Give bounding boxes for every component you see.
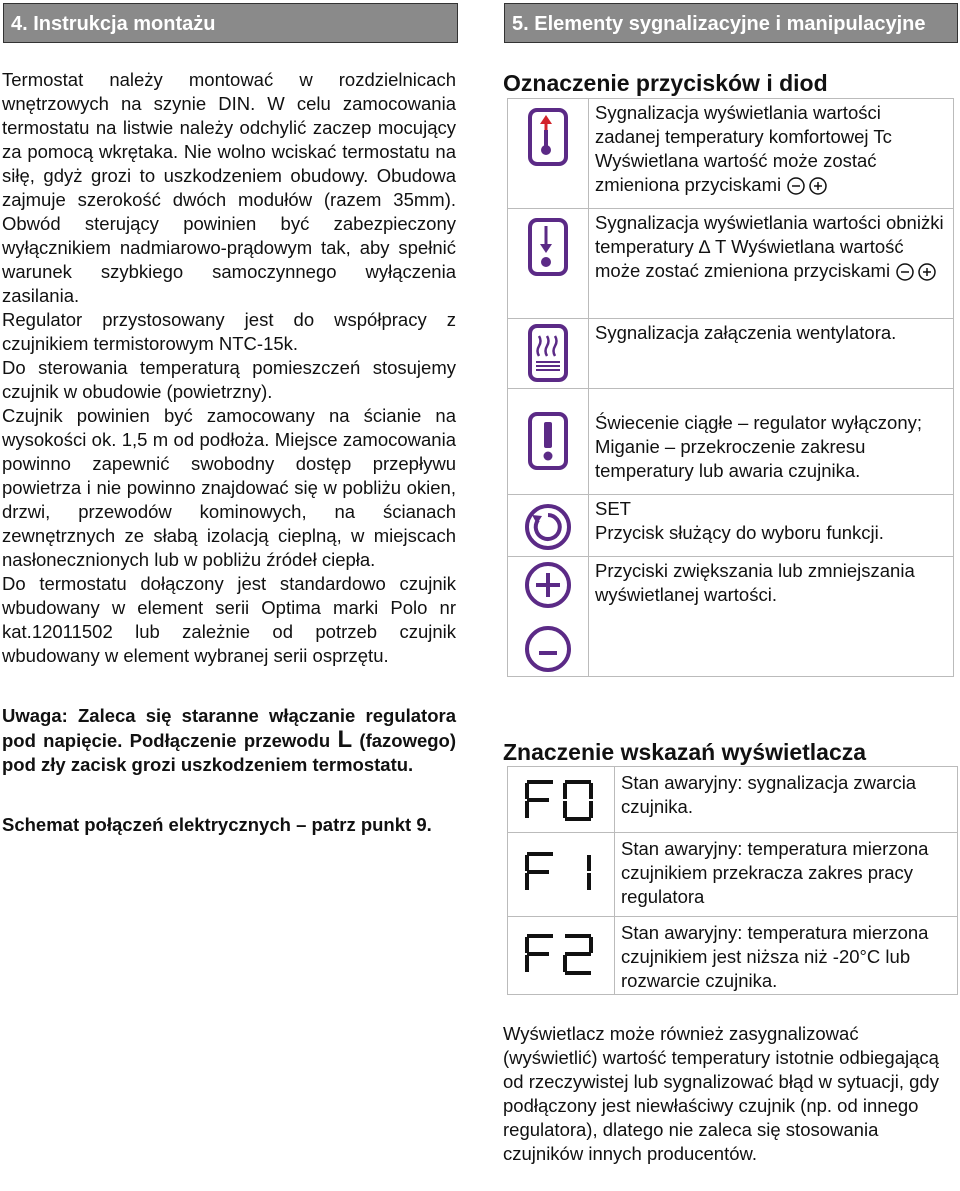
installation-text — [2, 68, 456, 837]
alarm-icon — [509, 412, 587, 470]
display-note: Wyświetlacz może również zasygnalizować (wyświetlić) wartość temperatury istotnie odbiegającą od rzeczywistej lub sygnalizować błąd w sytuacji, gdy podłączony jest niewłaściwy czujnik (np. od innego regulatora), dlatego nie zaleca się stosowania czujników innych producentów. — [503, 1023, 939, 1164]
schema-note: Schemat połączeń elektrycznych – patrz punkt 9. — [2, 814, 432, 835]
icon-cell — [508, 99, 589, 209]
set-description: Przycisk służący do wyboru funkcji. — [595, 522, 884, 543]
thermometer-up-icon — [509, 108, 587, 166]
icon-cell — [508, 767, 615, 833]
display-f0-description: Stan awaryjny: sygnalizacja zwarcia czujnika. — [621, 772, 917, 817]
text-cell — [589, 495, 954, 557]
text-cell — [589, 557, 954, 677]
minus-plus-icon — [895, 262, 937, 282]
delta-symbol: ∆ — [698, 236, 711, 257]
buttons-title: Oznaczenie przycisków i diod — [503, 70, 828, 96]
thermometer-down-icon — [509, 218, 587, 276]
display-f0-icon — [509, 776, 613, 824]
warning-note — [2, 704, 456, 777]
plus-icon — [509, 560, 587, 610]
display-table — [507, 766, 958, 995]
text-cell — [589, 99, 954, 209]
fan-description: Sygnalizacja załączenia wentylatora. — [595, 322, 897, 343]
icon-cell — [508, 495, 589, 557]
paragraph: Regulator przystosowany jest do współpracy z czujnikiem termistorowym NTC-15k. — [2, 309, 456, 354]
table-row — [508, 389, 954, 495]
text-cell — [589, 209, 954, 319]
paragraph: Do termostatu dołączony jest standardowo czujnik wbudowany w element serii Optima marki Polo nr kat.12011502 lub zależnie od potrzeb czujnik wbudowany w element wybranej serii osprzętu. — [2, 573, 456, 666]
text-cell — [589, 319, 954, 389]
alarm-steady-description: Świecenie ciągłe – regulator wyłączony; — [595, 412, 923, 433]
display-f2-description: Stan awaryjny: temperatura mierzona czujnikiem jest niższa niż -20°C lub rozwarcie czujnika. — [621, 922, 929, 991]
minus-plus-icon — [786, 176, 828, 196]
table-row — [508, 99, 954, 209]
table-row — [508, 917, 958, 995]
reduction-description: T Wyświetlana wartość może zostać zmieniona przyciskami — [595, 236, 904, 281]
table-row — [508, 833, 958, 917]
alarm-blink-description: Miganie – przekroczenie zakresu temperatury lub awaria czujnika. — [595, 436, 866, 481]
warning-text: (fazowego) pod zły zacisk grozi uszkodzeniem termostatu. — [2, 730, 457, 775]
paragraph: Termostat należy montować w rozdzielnicach wnętrzowych na szynie DIN. W celu zamocowania termostatu na listwie należy odchylić zaczep mocujący za pomocą wkrętaka. Nie wolno wciskać termostatu na siłę, gdyż grozi to uszkodzeniem obudowy. Obudowa zajmuje szerokość dwóch modułów (razem 35mm). Obwód sterujący powinien być zabezpieczony wyłącznikiem nadmiarowo-prądowym tak, aby spełnić warunek szybkiego samoczynnego wyłączenia zasilania. — [2, 69, 456, 306]
buttons-table — [507, 98, 954, 677]
icon-cell — [508, 209, 589, 319]
plusminus-description: Przyciski zwiększania lub zmniejszania wyświetlanej wartości. — [595, 560, 915, 605]
table-row — [508, 767, 958, 833]
display-f1-icon — [509, 848, 613, 896]
icon-cell — [508, 917, 615, 995]
display-title: Znaczenie wskazań wyświetlacza — [503, 739, 867, 765]
text-cell — [615, 767, 958, 833]
icon-cell — [508, 557, 589, 677]
table-row — [508, 495, 954, 557]
table-row — [508, 557, 954, 677]
text-cell — [615, 917, 958, 995]
icon-cell — [508, 833, 615, 917]
section-5-header: 5. Elementy sygnalizacyjne i manipulacyjne — [504, 3, 958, 43]
text-cell — [615, 833, 958, 917]
reduction-description: Sygnalizacja wyświetlania wartości obniżki temperatury — [595, 212, 944, 257]
section-4-header: 4. Instrukcja montażu — [3, 3, 458, 43]
warning-text: Uwaga: Zaleca się staranne włączanie regulatora pod napięcie. Podłączenie przewodu — [2, 705, 456, 751]
set-label: SET — [595, 498, 631, 519]
fan-heater-icon — [509, 324, 587, 382]
display-f1-description: Stan awaryjny: temperatura mierzona czujnikiem przekracza zakres pracy regulatora — [621, 838, 929, 907]
table-row — [508, 319, 954, 389]
minus-icon — [509, 624, 587, 674]
paragraph: Do sterowania temperaturą pomieszczeń stosujemy czujnik w obudowie (powietrzny). — [2, 357, 456, 402]
warning-L: L — [337, 726, 353, 753]
paragraph: Czujnik powinien być zamocowany na ścianie na wysokości ok. 1,5 m od podłoża. Miejsce zamocowania powinno zapewnić swobodny dostęp przepływu powietrza i nie powinno znajdować się w pobliżu okien, drzwi, przewodów kominowych, na ścianach zewnętrznych ze słabą izolacją cieplną, w miejscach nasłonecznionych lub w pobliżu źródeł ciepła. — [2, 405, 456, 570]
comfort-description: Sygnalizacja wyświetlania wartości zadanej temperatury komfortowej Tc Wyświetlana wartość może zostać zmieniona przyciskami — [595, 102, 892, 195]
icon-cell — [508, 319, 589, 389]
icon-cell — [508, 389, 589, 495]
set-refresh-icon — [509, 502, 587, 552]
table-row — [508, 209, 954, 319]
display-f2-icon — [509, 930, 613, 978]
text-cell — [589, 389, 954, 495]
